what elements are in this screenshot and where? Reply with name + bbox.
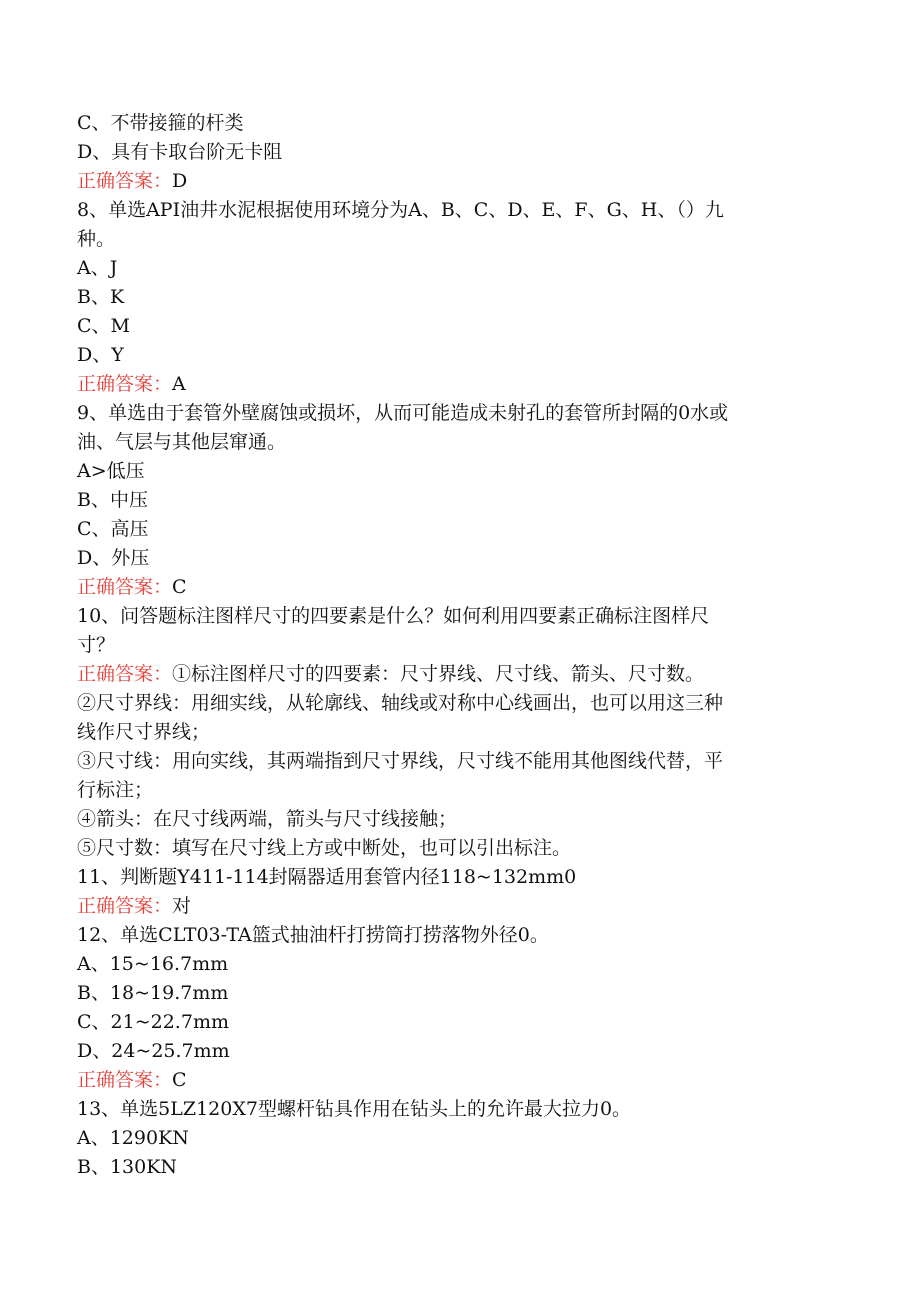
q7-answer: [77, 167, 837, 196]
q8-stem-line1: 8、单选API油井水泥根据使用环境分为A、B、C、D、E、F、G、H、（）九: [77, 199, 724, 221]
answer-label: 正确答案：: [77, 895, 173, 917]
answer-value: A: [172, 373, 186, 395]
q10-answer-line6: ④箭头：在尺寸线两端，箭头与尺寸线接触；: [77, 808, 458, 830]
q10-answer-line1: [77, 660, 837, 689]
q9-answer: [77, 573, 837, 602]
q8-stem-line2: 种。: [77, 228, 116, 250]
q8-answer: [77, 370, 837, 399]
answer-value: C: [172, 1069, 187, 1091]
q8-option-a: A、J: [77, 257, 118, 279]
q10-answer-line4: ③尺寸线：用向实线，其两端指到尺寸界线，尺寸线不能用其他图线代替，平: [77, 750, 724, 772]
q11-answer: [77, 892, 837, 921]
q9-stem-line1: 9、单选由于套管外壁腐蚀或损坏，从而可能造成未射孔的套管所封隔的0水或: [77, 402, 729, 424]
q13-option-a: A、1290KN: [77, 1127, 189, 1149]
q10-stem-line1: 10、问答题标注图样尺寸的四要素是什么？如何利用四要素正确标注图样尺: [77, 605, 710, 627]
q9-stem-line2: 油、气层与其他层窜通。: [77, 431, 287, 453]
q12-stem: 12、单选CLT03-TA篮式抽油杆打捞筒打捞落物外径0。: [77, 924, 549, 946]
answer-text: ①标注图样尺寸的四要素：尺寸界线、尺寸线、箭头、尺寸数。: [172, 663, 705, 685]
q7-option-c: C、不带接箍的杆类: [77, 112, 244, 134]
answer-label: 正确答案：: [77, 1069, 173, 1091]
answer-label: 正确答案：: [77, 663, 173, 685]
q10-stem-line2: 寸？: [77, 634, 116, 656]
q8-option-b: B、K: [77, 286, 125, 308]
q9-option-d: D、外压: [77, 547, 150, 569]
q10-answer-line7: ⑤尺寸数：填写在尺寸线上方或中断处，也可以引出标注。: [77, 837, 572, 859]
answer-value: C: [172, 576, 187, 598]
answer-value: 对: [172, 895, 192, 917]
q12-option-c: C、21~22.7mm: [77, 1011, 229, 1033]
q12-option-b: B、18~19.7mm: [77, 982, 229, 1004]
q12-option-a: A、15~16.7mm: [77, 953, 229, 975]
q10-answer-line5: 行标注；: [77, 779, 154, 801]
q8-option-d: D、Y: [77, 344, 124, 366]
document-page: [77, 109, 837, 1182]
q13-stem: 13、单选5LZ120X7型螺杆钻具作用在钻头上的允许最大拉力0。: [77, 1098, 632, 1120]
q9-option-c: C、高压: [77, 518, 149, 540]
q7-option-d: D、具有卡取台阶无卡阻: [77, 141, 283, 163]
q13-option-b: B、130KN: [77, 1156, 178, 1178]
q10-answer-line3: 线作尺寸界线；: [77, 721, 211, 743]
answer-label: 正确答案：: [77, 170, 173, 192]
q12-answer: [77, 1066, 837, 1095]
q9-option-b: B、中压: [77, 489, 148, 511]
answer-label: 正确答案：: [77, 576, 173, 598]
q10-answer-line2: ②尺寸界线：用细实线，从轮廓线、轴线或对称中心线画出，也可以用这三种: [77, 692, 724, 714]
q9-option-a: A>低压: [77, 460, 145, 482]
q8-option-c: C、M: [77, 315, 130, 337]
q11-stem: 11、判断题Y411-114封隔器适用套管内径118~132mm0: [77, 866, 577, 888]
answer-label: 正确答案：: [77, 373, 173, 395]
q12-option-d: D、24~25.7mm: [77, 1040, 230, 1062]
answer-value: D: [172, 170, 188, 192]
